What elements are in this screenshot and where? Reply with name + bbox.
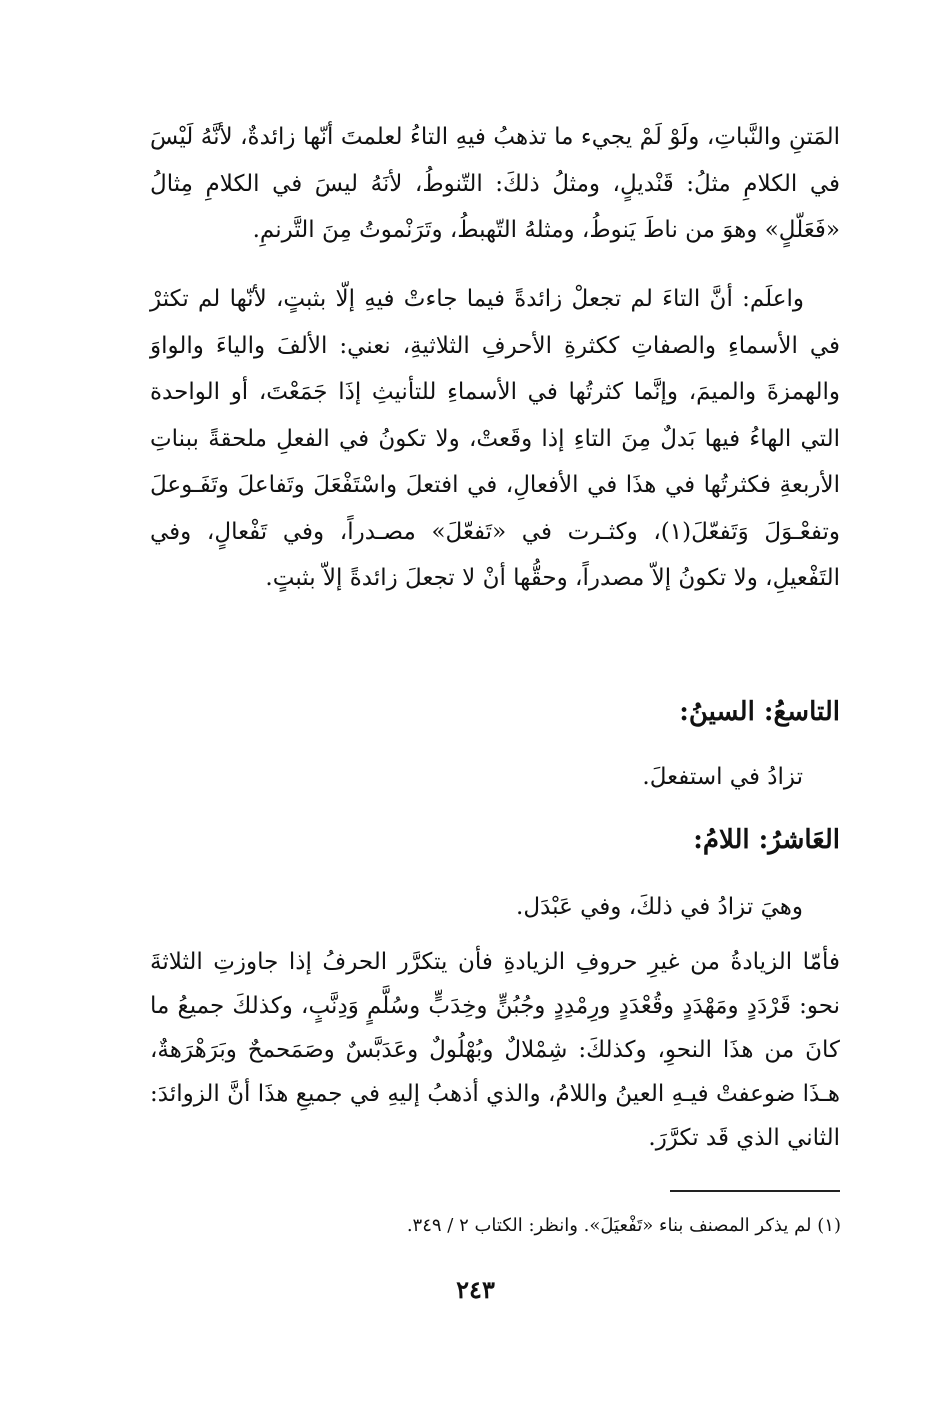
section-heading-tenth: العَاشرُ: اللامُ: — [693, 825, 840, 855]
page-number: ٢٤٣ — [456, 1275, 495, 1304]
section-text-tenth: وهيَ تزادُ في ذلكَ، وفي عَبْدَل. — [516, 894, 803, 920]
footnote: (١) لم يذكر المصنف بناء «تَفْعيَلَ». وانظر: الكتاب ٢ / ٣٤٩. — [406, 1215, 841, 1236]
paragraph-3: فأمّا الزيادةُ من غيرِ حروفِ الزيادةِ فأن يتكرَّر الحرفُ إذا جاوزتِ الثلاثةَ نحو: قَرْدَدٍ ومَهْدَدٍ وقُعْدَدٍ ورِمْدِدٍ وجُبُنٍّ وخِدَبٍّ وسُلَّمٍ وَدِنَّبٍ، وكذلكَ جميعُ ما كانَ من هذَا النحوِ، وكذلكَ: شِمْلالٌ وبُهْلُولٌ وعَدَبَّسٌ وصَمَحمحٌ وبَرَهْرَهةٌ، هـذَا ضوعفتْ فيـهِ العينُ واللامُ، والذي أذهبُ إليهِ في جميعِ هذَا أنَّ الزوائدَ: الثاني الذي قَد تكرَّرَ. — [150, 949, 840, 1151]
paragraph-2: واعلَم: أنَّ التاءَ لم تجعلْ زائدةً فيما جاءتْ فيهِ إلّا بثبتٍ، لأنّها لم تكثرْ في الأسماءِ والصفاتِ ككثرةِ الأحرفِ الثلاثيةِ، نعني: الألفَ والياءَ والواوَ والهمزةَ والميمَ، وإنَّما كثرتُها في الأسماءِ للتأنيثِ إذَا جَمَعْتَ، أو الواحدة التي الهاءُ فيها بَدلٌ مِنَ التاءِ إذا وقَعتْ، ولا تكونُ في الفعلِ ملحقةً ببناتِ الأربعةِ فكثرتُها في هذَا في الأفعالِ، في افتعلَ واسْتَفْعَلَ وتَفاعلَ وتَفَـوعلَ وتفعْـوَلَ وَتَفعّلَ(١)، وكثـرت في «تَفعّلَ» مصـدراً، وفي تَفْعالٍ، وفي التَفْعيلِ، ولا تكونُ إلاّ مصدراً، وحقُّها أنْ لا تجعلَ زائدةً إلاّ بثبتٍ. — [150, 286, 841, 591]
section-text-ninth: تزادُ في استفعلَ. — [642, 764, 803, 790]
section-heading-ninth: التاسعُ: السينُ: — [679, 697, 840, 727]
paragraph-1: المَتنِ والنَّباتِ، ولَوْ لَمْ يجيء ما تذهبُ فيهِ التاءُ لعلمتَ أنّها زائدةٌ، لأنَّهُ لَيْسَ في الكلامِ مثلُ: قَنْديلٍ، ومثلُ ذلكَ: التّنوطُ، لأنَهُ ليسَ في الكلامِ مِثالُ «فَعَلّلٍ» وهوَ من ناطَ يَنوطُ، ومثلهُ التّهبطُ، وتَرَنْموتُ مِنَ التَّرنمِ. — [150, 124, 840, 243]
footnote-divider — [670, 1190, 840, 1192]
